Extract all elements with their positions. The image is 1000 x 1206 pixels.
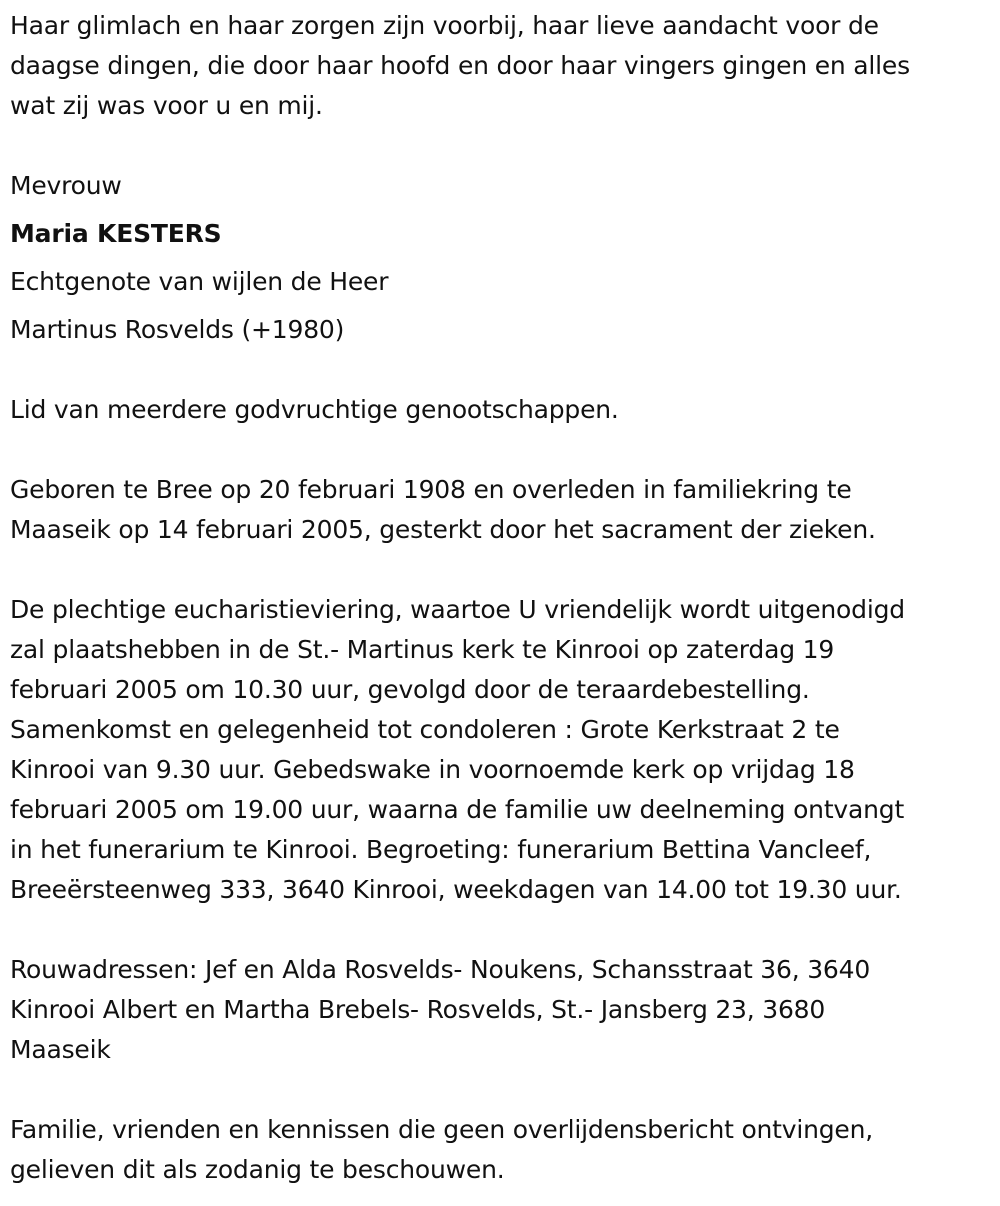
closing-paragraph	[10, 1110, 995, 1190]
birth-death-line: Geboren te Bree op 20 februari 1908 en overleden in familiekring te	[10, 475, 852, 504]
spacer	[10, 126, 995, 166]
ceremony-line: februari 2005 om 10.30 uur, gevolgd door de teraardebestelling.	[10, 675, 810, 704]
ceremony-line: Samenkomst en gelegenheid tot condoleren : Grote Kerkstraat 2 te	[10, 715, 840, 744]
spouse-line: Martinus Rosvelds (+1980)	[10, 315, 345, 344]
address-line: Maaseik	[10, 1035, 111, 1064]
ceremony-paragraph	[10, 590, 995, 910]
birth-death-line: Maaseik op 14 februari 2005, gesterkt door het sacrament der zieken.	[10, 515, 876, 544]
ceremony-line: Kinrooi van 9.30 uur. Gebedswake in voornoemde kerk op vrijdag 18	[10, 755, 855, 784]
intro-line: Haar glimlach en haar zorgen zijn voorbij, haar lieve aandacht voor de	[10, 11, 879, 40]
spacer	[10, 550, 995, 590]
membership-paragraph	[10, 390, 995, 430]
intro-paragraph	[10, 0, 995, 126]
title-prefix: Mevrouw	[10, 171, 122, 200]
ceremony-line: februari 2005 om 19.00 uur, waarna de familie uw deelneming ontvangt	[10, 795, 905, 824]
spacer	[10, 354, 995, 394]
deceased-name: Maria KESTERS	[10, 219, 222, 248]
membership-line: Lid van meerdere godvruchtige genootschappen.	[10, 395, 619, 424]
ceremony-line: Breeërsteenweg 333, 3640 Kinrooi, weekdagen van 14.00 tot 19.30 uur.	[10, 875, 902, 904]
closing-line: gelieven dit als zodanig te beschouwen.	[10, 1155, 505, 1184]
ceremony-line: zal plaatshebben in de St.- Martinus kerk te Kinrooi op zaterdag 19	[10, 635, 835, 664]
spacer	[10, 430, 995, 470]
closing-line: Familie, vrienden en kennissen die geen overlijdensbericht ontvingen,	[10, 1115, 874, 1144]
ceremony-line: De plechtige eucharistieviering, waartoe U vriendelijk wordt uitgenodigd	[10, 595, 905, 624]
deceased-block	[10, 162, 995, 354]
intro-line: wat zij was voor u en mij.	[10, 91, 323, 120]
intro-line: daagse dingen, die door haar hoofd en door haar vingers gingen en alles	[10, 51, 910, 80]
address-line: Kinrooi Albert en Martha Brebels- Rosvelds, St.- Jansberg 23, 3680	[10, 995, 826, 1024]
obituary-document	[10, 0, 995, 1190]
addresses-paragraph	[10, 950, 995, 1070]
spacer	[10, 1070, 995, 1110]
spouse-line: Echtgenote van wijlen de Heer	[10, 267, 389, 296]
address-line: Rouwadressen: Jef en Alda Rosvelds- Noukens, Schansstraat 36, 3640	[10, 955, 871, 984]
birth-death-paragraph	[10, 470, 995, 550]
spacer	[10, 910, 995, 950]
ceremony-line: in het funerarium te Kinrooi. Begroeting: funerarium Bettina Vancleef,	[10, 835, 872, 864]
